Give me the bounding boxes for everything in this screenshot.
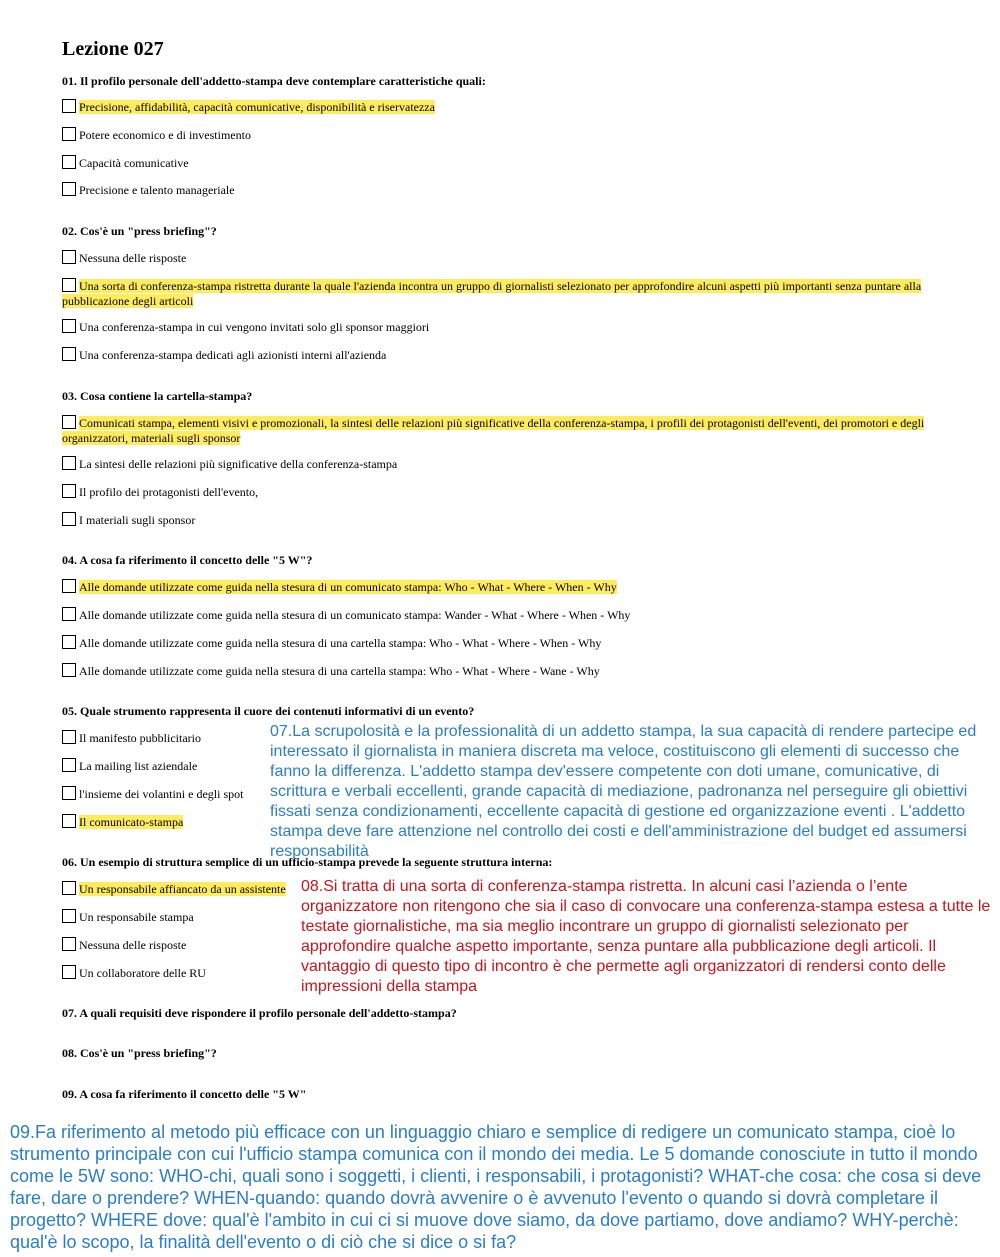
option-label: Il comunicato-stampa: [79, 815, 184, 829]
option-label: Una sorta di conferenza-stampa ristretta durante la quale l'azienda incontra un gruppo di giornalisti selezionato per approfondire alcuni aspetti più importanti senza puntare alla pubblicazione degli articoli: [62, 279, 922, 308]
option-label: Un responsabile affiancato da un assistente: [79, 882, 286, 896]
option-06-a[interactable]: [62, 881, 286, 897]
option-label: Un responsabile stampa: [79, 910, 194, 924]
option-label: l'insieme dei volantini e degli spot: [79, 787, 244, 801]
option-02-d[interactable]: [62, 347, 386, 363]
checkbox[interactable]: [62, 182, 76, 196]
option-label: Il profilo dei protagonisti dell'evento,: [79, 485, 259, 499]
option-06-c[interactable]: [62, 937, 186, 953]
question-09: 09. A cosa fa riferimento il concetto delle "5 W": [62, 1087, 307, 1101]
question-01: 01. Il profilo personale dell'addetto-stampa deve contemplare caratteristiche quali:: [62, 74, 486, 88]
option-04-a[interactable]: [62, 579, 617, 595]
option-03-a[interactable]: [62, 415, 942, 446]
option-label: Una conferenza-stampa in cui vengono invitati solo gli sponsor maggiori: [79, 320, 430, 334]
answer-note-08: 08.Si tratta di una sorta di conferenza-stampa ristretta. In alcuni casi l’azienda o l’ente organizzatore non ritengono che sia il caso di convocare una conferenza-stampa estesa a tutte le testate giornalistiche, ma sia meglio incontrare un gruppo di giornalisti selezionato per approfondire qualche aspetto importante, senza puntare alla pubblicazione degli articoli. Il vantaggio di questo tipo di incontro è che permette agli organizzatori di rendersi conto delle impressioni della stampa: [301, 878, 991, 995]
option-label: Il manifesto pubblicitario: [79, 731, 201, 745]
question-04: 04. A cosa fa riferimento il concetto delle "5 W"?: [62, 553, 313, 567]
option-label: Potere economico e di investimento: [79, 128, 251, 142]
option-01-b[interactable]: [62, 127, 251, 143]
option-05-b[interactable]: [62, 758, 197, 774]
question-02: 02. Cos'è un "press briefing"?: [62, 224, 217, 238]
option-05-c[interactable]: [62, 786, 243, 802]
checkbox[interactable]: [62, 99, 76, 113]
option-label: Un collaboratore delle RU: [79, 966, 206, 980]
option-label: Capacità comunicative: [79, 156, 189, 170]
option-06-b[interactable]: [62, 909, 194, 925]
answer-note-09: 09.Fa riferimento al metodo più efficace con un linguaggio chiaro e semplice di redigere un comunicato stampa, cioè lo strumento principale con cui l'ufficio stampa comunica con il mondo dei media. Le 5 domande conosciute in tutto il mondo come le 5W sono: WHO-chi, quali sono i soggetti, i clienti, i responsabili, i protagonisti? WHAT-che cosa: che cosa si deve fare, dare o prendere? WHEN-quando: quando dovrà avvenire o è avvenuto l'evento o quando si dovrà completare il progetto? WHERE dove: qual'è l'ambito in cui ci si muove dove siamo, da dove partiamo, dove andiamo? WHY-perchè: qual'è lo scopo, la finalità dell'evento o di ciò che si dice o si fa?: [10, 1122, 982, 1252]
question-08: 08. Cos'è un "press briefing"?: [62, 1046, 217, 1060]
checkbox[interactable]: [62, 663, 76, 677]
option-label: Alle domande utilizzate come guida nella stesura di una cartella stampa: Who - What - Where - Wane - Why: [79, 664, 600, 678]
checkbox[interactable]: [62, 758, 76, 772]
option-01-d[interactable]: [62, 182, 235, 198]
option-label: Alle domande utilizzate come guida nella stesura di un comunicato stampa: Who - What - Where - When - Why: [79, 580, 617, 594]
option-03-c[interactable]: [62, 484, 258, 500]
checkbox[interactable]: [62, 814, 76, 828]
option-label: I materiali sugli sponsor: [79, 513, 196, 527]
option-label: Nessuna delle risposte: [79, 251, 187, 265]
option-04-c[interactable]: [62, 635, 601, 651]
option-01-c[interactable]: [62, 155, 189, 171]
checkbox[interactable]: [62, 786, 76, 800]
checkbox[interactable]: [62, 127, 76, 141]
option-label: Alle domande utilizzate come guida nella stesura di un comunicato stampa: Wander - What - Where - When - Why: [79, 608, 631, 622]
checkbox[interactable]: [62, 250, 76, 264]
option-03-b[interactable]: [62, 456, 397, 472]
checkbox[interactable]: [62, 155, 76, 169]
checkbox[interactable]: [62, 319, 76, 333]
option-label: Nessuna delle risposte: [79, 938, 187, 952]
checkbox[interactable]: [62, 965, 76, 979]
option-03-d[interactable]: [62, 512, 195, 528]
option-01-a[interactable]: [62, 99, 435, 115]
checkbox[interactable]: [62, 484, 76, 498]
checkbox[interactable]: [62, 937, 76, 951]
checkbox[interactable]: [62, 909, 76, 923]
checkbox[interactable]: [62, 512, 76, 526]
checkbox[interactable]: [62, 881, 76, 895]
option-label: Precisione, affidabilità, capacità comunicative, disponibilità e riservatezza: [79, 100, 435, 114]
option-02-b[interactable]: [62, 278, 942, 309]
option-04-d[interactable]: [62, 663, 600, 679]
checkbox[interactable]: [62, 415, 76, 429]
question-03: 03. Cosa contiene la cartella-stampa?: [62, 389, 253, 403]
checkbox[interactable]: [62, 347, 76, 361]
option-06-d[interactable]: [62, 965, 206, 981]
checkbox[interactable]: [62, 635, 76, 649]
option-label: Alle domande utilizzate come guida nella stesura di una cartella stampa: Who - What - Where - When - Why: [79, 636, 602, 650]
option-label: Comunicati stampa, elementi visivi e promozionali, la sintesi delle relazioni più significative della conferenza-stampa, i profili dei protagonisti dell'eventi, dei promotori e degli organizzatori, materiali sugli sponsor: [62, 416, 925, 445]
checkbox[interactable]: [62, 579, 76, 593]
option-05-d[interactable]: [62, 814, 183, 830]
checkbox[interactable]: [62, 607, 76, 621]
checkbox[interactable]: [62, 278, 76, 292]
checkbox[interactable]: [62, 730, 76, 744]
option-04-b[interactable]: [62, 607, 630, 623]
question-07: 07. A quali requisiti deve rispondere il profilo personale dell'addetto-stampa?: [62, 1006, 457, 1020]
question-06: 06. Un esempio di struttura semplice di un ufficio-stampa prevede la seguente struttura interna:: [62, 855, 553, 869]
checkbox[interactable]: [62, 456, 76, 470]
option-02-c[interactable]: [62, 319, 429, 335]
option-label: Precisione e talento manageriale: [79, 183, 235, 197]
option-label: Una conferenza-stampa dedicati agli azionisti interni all'azienda: [79, 348, 387, 362]
option-label: La sintesi delle relazioni più significative della conferenza-stampa: [79, 457, 398, 471]
option-02-a[interactable]: [62, 250, 186, 266]
answer-note-07: 07.La scrupolosità e la professionalità di un addetto stampa, la sua capacità di rendere partecipe ed interessato il giornalista in maniera discreta ma veloce, costituiscono gli elementi di successo che fanno la differenza. L'addetto stampa dev'essere competente con doti umane, comunicative, di scrittura e verbali eccellenti, grande capacità di mediazione, padronanza nel perseguire gli obiettivi fissati senza condizionamenti, eccellente capacità di gestione ed organizzazione eventi . L'addetto stampa deve fare attenzione nel controllo dei costi e dell'amministrazione del budget ed assumersi responsabilità: [270, 723, 977, 860]
option-label: La mailing list aziendale: [79, 759, 198, 773]
option-05-a[interactable]: [62, 730, 201, 746]
page-title: Lezione 027: [62, 38, 164, 60]
question-05: 05. Quale strumento rappresenta il cuore dei contenuti informativi di un evento?: [62, 704, 475, 718]
